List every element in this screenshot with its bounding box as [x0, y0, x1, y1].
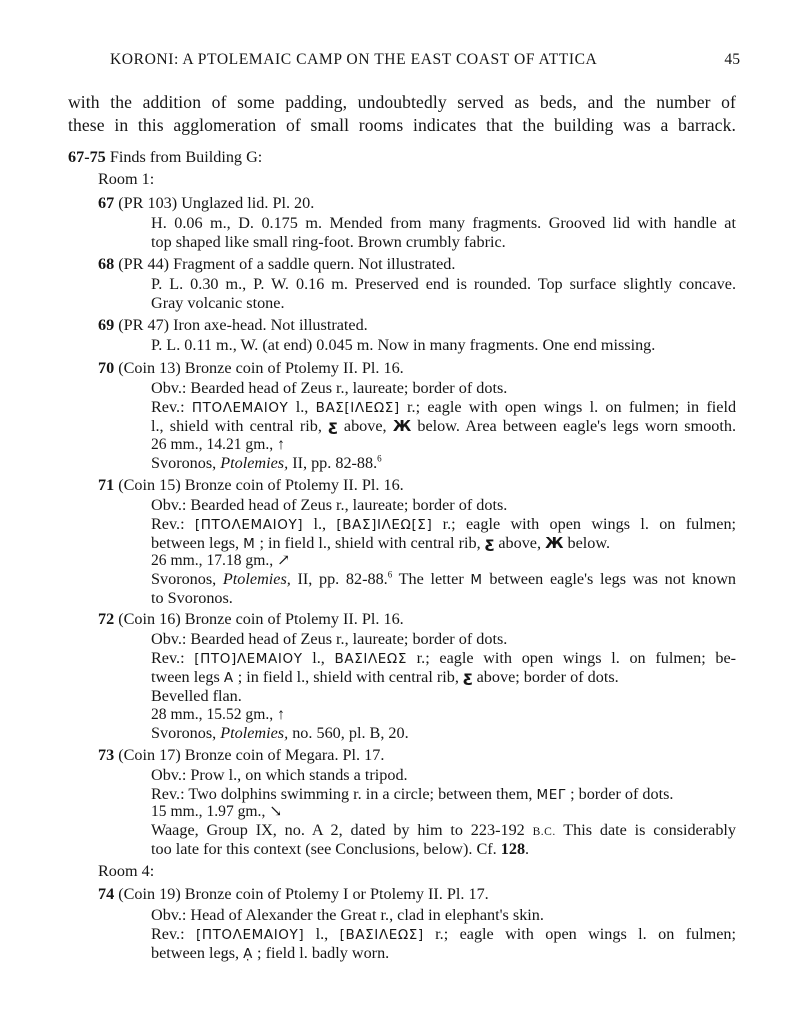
intro-line: with the addition of some padding, undoubtedly served as beds, and the number of: [68, 92, 736, 112]
reverse-text: ; field l. badly worn.: [257, 944, 390, 962]
reference-text: Waage, Group IX, no. A 2, dated by him to 223-192: [151, 821, 525, 839]
reference-text: between eagle's legs was not known: [489, 570, 737, 588]
greek-letter: Μ: [243, 536, 256, 552]
reference-text: Svoronos,: [151, 570, 217, 588]
reverse-text: ; in field l., shield with central rib,: [259, 534, 481, 552]
reference-line: [151, 569, 736, 590]
entry-title: (Coin 16) Bronze coin of Ptolemy II. Pl. 16.: [118, 610, 404, 628]
reverse-text: above; border of dots.: [476, 668, 619, 686]
reverse-text: l., shield with central rib,: [151, 417, 322, 435]
entry-number: 71: [98, 476, 115, 494]
obverse-line: Obv.: Bearded head of Zeus r., laureate; border of dots.: [151, 630, 508, 648]
reverse-text: r.; eagle with open wings l. on fulmen; in field: [407, 398, 737, 416]
measurements: 26 mm., 14.21 gm.,: [151, 436, 274, 453]
entry-title: (PR 44) Fragment of a saddle quern. Not illustrated.: [118, 255, 456, 273]
reverse-text: between legs,: [151, 534, 240, 552]
reverse-text: r.; eagle with open wings l. on fulmen;: [435, 925, 737, 943]
reference-text: II, pp. 82-88.: [292, 454, 378, 472]
reverse-text: r.; eagle with open wings l. on fulmen;: [442, 515, 737, 533]
greek-letter: Α: [223, 670, 234, 686]
entry-title: (Coin 19) Bronze coin of Ptolemy I or Ptolemy II. Pl. 17.: [118, 885, 489, 903]
entry-line: P. L. 0.11 m., W. (at end) 0.045 m. Now in many fragments. One end missing.: [151, 336, 656, 354]
reverse-text: tween legs: [151, 668, 220, 686]
reference-text: This date is considerably: [563, 821, 736, 839]
entry-number: 67: [98, 194, 115, 212]
reference-line: [151, 453, 382, 473]
footnote-ref: 6: [377, 453, 382, 464]
reference-title: Ptolemies,: [220, 724, 289, 742]
reverse-text: below.: [567, 534, 611, 552]
greek-legend: ΠΤΟΛΕΜΑΙΟΥ: [191, 400, 289, 416]
monogram-below-icon: Ж: [545, 534, 564, 552]
entry-heading: [98, 609, 404, 629]
greek-legend: [ΠΤΟ]ΛΕΜΑΙΟΥ: [194, 651, 303, 667]
entry-title: (Coin 13) Bronze coin of Ptolemy II. Pl. 16.: [118, 359, 404, 377]
reverse-label: Rev.:: [151, 925, 185, 943]
reference-title: Ptolemies,: [222, 570, 291, 588]
reverse-line: [151, 943, 389, 964]
die-axis-up-arrow-icon: ↑: [277, 436, 285, 453]
entry-line: P. L. 0.30 m., P. W. 0.16 m. Preserved end is rounded. Top surface slightly concave.: [151, 275, 736, 293]
monogram-above-icon: ƹ: [462, 668, 473, 686]
reverse-line: [151, 514, 736, 535]
reverse-text: l.,: [313, 515, 327, 533]
measurement-line: [151, 705, 285, 725]
die-axis-up-arrow-icon: ↑: [277, 706, 285, 723]
group-label: Finds from Building G:: [109, 148, 263, 166]
entry-line: H. 0.06 m., D. 0.175 m. Mended from many fragments. Grooved lid with handle at: [151, 214, 736, 232]
obverse-line: Obv.: Prow l., on which stands a tripod.: [151, 766, 408, 784]
entry-title: (PR 103) Unglazed lid. Pl. 20.: [118, 194, 315, 212]
entry-line: top shaped like small ring-foot. Brown crumbly fabric.: [151, 233, 506, 251]
reverse-text: ; in field l., shield with central rib,: [237, 668, 459, 686]
greek-letter: Ạ: [243, 946, 253, 962]
entry-number: 72: [98, 610, 115, 628]
obverse-line: Obv.: Bearded head of Zeus r., laureate; border of dots.: [151, 496, 508, 514]
greek-letter: Μ: [470, 572, 483, 588]
reverse-label: Rev.:: [151, 649, 185, 667]
greek-legend: [ΠΤΟΛΕΜΑΙΟΥ]: [195, 927, 305, 943]
entry-heading: [98, 358, 404, 378]
monogram-above-icon: ƹ: [328, 417, 338, 435]
greek-legend: [ΒΑΣΙΛΕΩΣ]: [339, 927, 424, 943]
reference-text: .: [525, 840, 530, 858]
entry-number: 73: [98, 746, 115, 764]
greek-legend: ΒΑΣ[ΙΛΕΩΣ]: [315, 400, 400, 416]
entry-title: (PR 47) Iron axe-head. Not illustrated.: [118, 316, 368, 334]
reverse-text: ; border of dots.: [570, 785, 674, 803]
entry-title: (Coin 17) Bronze coin of Megara. Pl. 17.: [118, 746, 385, 764]
entry-title: (Coin 15) Bronze coin of Ptolemy II. Pl. 16.: [118, 476, 404, 494]
reference-text: Svoronos,: [151, 454, 217, 472]
room-heading: Room 4:: [98, 862, 155, 880]
reverse-line: [151, 397, 736, 418]
running-head: [110, 51, 740, 73]
entry-heading: [98, 254, 455, 274]
entry-line: Gray volcanic stone.: [151, 294, 285, 312]
entry-heading: [98, 884, 489, 904]
reference-text: The letter: [398, 570, 464, 588]
reverse-line: [151, 648, 736, 669]
obverse-line: Obv.: Bearded head of Zeus r., laureate; border of dots.: [151, 379, 508, 397]
entry-heading: [98, 193, 314, 213]
reference-text: too late for this context (see Conclusions, below). Cf.: [151, 840, 497, 858]
greek-legend: ΒΑΣΙΛΕΩΣ: [334, 651, 407, 667]
cross-reference: 128: [500, 840, 526, 858]
reverse-text: above,: [343, 417, 387, 435]
measurements: 26 mm., 17.18 gm.,: [151, 552, 274, 569]
entry-line: Bevelled flan.: [151, 687, 242, 705]
reference-line: [151, 839, 529, 859]
room-heading: Room 1:: [98, 170, 155, 188]
entry-heading: [98, 745, 384, 765]
measurement-line: [151, 551, 290, 571]
greek-legend: [ΒΑΣ]ΙΛΕΩ[Σ]: [336, 517, 433, 533]
measurement-line: [151, 802, 282, 822]
intro-line: these in this agglomeration of small rooms indicates that the building was a barrack.: [68, 115, 736, 135]
entry-heading: [98, 475, 404, 495]
page-number: 45: [724, 51, 740, 68]
reverse-text: above,: [498, 534, 542, 552]
era-abbrev: B.C.: [532, 826, 556, 838]
entry-number: 74: [98, 885, 115, 903]
measurement-line: [151, 435, 285, 455]
entry-number: 69: [98, 316, 115, 334]
footnote-ref: 6: [387, 569, 393, 580]
reverse-text: Rev.: Two dolphins swimming r. in a circle; between them,: [151, 785, 533, 803]
entry-number: 70: [98, 359, 115, 377]
reverse-line: [151, 416, 736, 436]
greek-legend: [ΠΤΟΛΕΜΑΙΟΥ]: [194, 517, 304, 533]
die-axis-se-arrow-icon: ↘: [269, 803, 283, 820]
reference-text: no. 560, pl. B, 20.: [292, 724, 409, 742]
reference-text: II, pp. 82-88.: [297, 570, 388, 588]
reverse-label: Rev.:: [151, 515, 185, 533]
reverse-line: [151, 667, 619, 688]
group-number: 67-75: [68, 148, 106, 166]
reverse-text: below. Area between eagle's legs worn smooth.: [417, 417, 737, 435]
reference-title: Ptolemies,: [220, 454, 289, 472]
reverse-label: Rev.:: [151, 398, 185, 416]
measurements: 28 mm., 15.52 gm.,: [151, 706, 274, 723]
entry-number: 68: [98, 255, 115, 273]
monogram-above-icon: ƹ: [484, 534, 495, 552]
reverse-text: between legs,: [151, 944, 240, 962]
reference-line: to Svoronos.: [151, 589, 233, 607]
reverse-text: l.,: [312, 649, 325, 667]
reverse-line: [151, 924, 736, 945]
obverse-line: Obv.: Head of Alexander the Great r., clad in elephant's skin.: [151, 906, 544, 924]
reference-line: [151, 723, 409, 743]
reference-text: Svoronos,: [151, 724, 217, 742]
measurements: 15 mm., 1.97 gm.,: [151, 803, 266, 820]
greek-legend: ΜΕΓ: [536, 787, 567, 803]
reverse-text: l.,: [315, 925, 329, 943]
group-heading: [68, 147, 262, 167]
entry-heading: [98, 315, 368, 335]
running-head-title: KORONI: A PTOLEMAIC CAMP ON THE EAST COAST OF ATTICA: [110, 51, 598, 68]
monogram-below-icon: Ж: [392, 417, 412, 435]
reverse-text: r.; eagle with open wings l. on fulmen; be-: [416, 649, 737, 667]
reverse-text: l.,: [295, 398, 309, 416]
die-axis-ne-arrow-icon: ↗: [277, 552, 291, 569]
